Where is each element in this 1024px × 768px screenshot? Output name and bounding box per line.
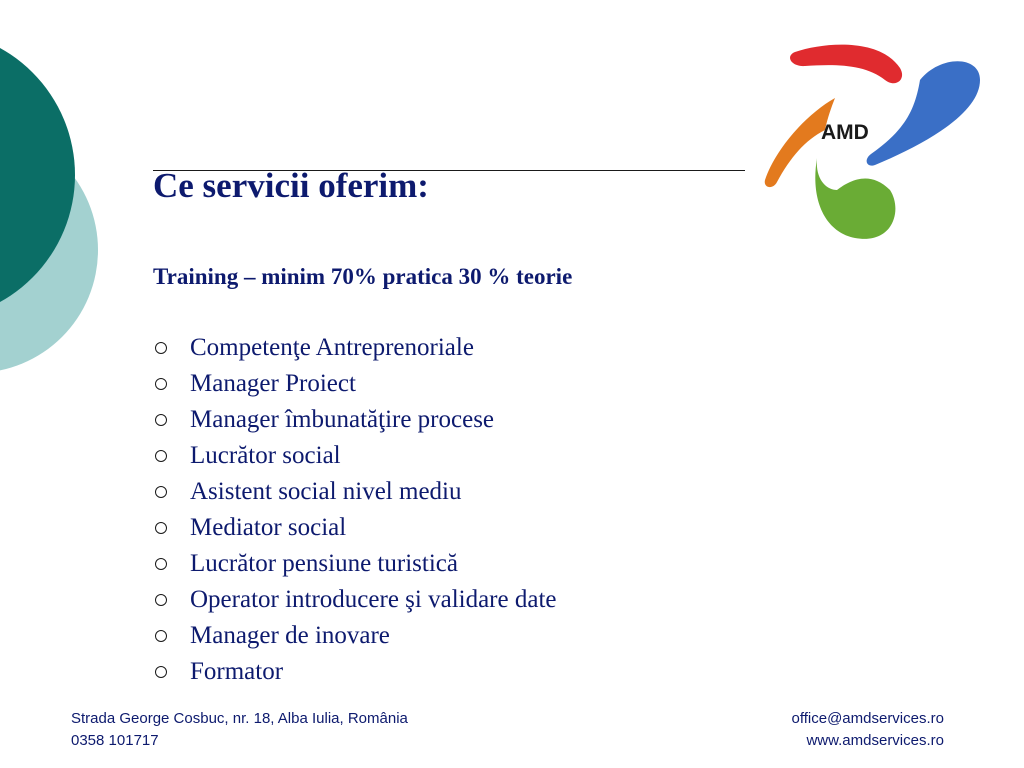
footer-email[interactable]: office@amdservices.ro bbox=[791, 710, 944, 727]
footer-contact bbox=[71, 708, 408, 752]
service-label: Manager Proiect bbox=[190, 370, 356, 397]
service-label: Mediator social bbox=[190, 514, 347, 541]
footer-phone: 0358 101717 bbox=[71, 732, 159, 749]
logo-text: AMD bbox=[821, 121, 869, 144]
service-label: Competenţe Antreprenoriale bbox=[190, 334, 474, 361]
list-item bbox=[153, 366, 557, 402]
bullet-icon bbox=[155, 378, 167, 390]
bullet-icon bbox=[155, 594, 167, 606]
logo-green-shape bbox=[815, 158, 895, 239]
service-label: Formator bbox=[190, 658, 284, 685]
bullet-icon bbox=[155, 666, 167, 678]
bullet-icon bbox=[155, 486, 167, 498]
slide-title: Ce servicii oferim: bbox=[153, 166, 429, 205]
bullet-icon bbox=[155, 558, 167, 570]
bullet-icon bbox=[155, 522, 167, 534]
service-label: Lucrător social bbox=[190, 442, 341, 469]
list-item bbox=[153, 474, 557, 510]
bullet-icon bbox=[155, 342, 167, 354]
list-item bbox=[153, 546, 557, 582]
list-item bbox=[153, 582, 557, 618]
service-label: Lucrător pensiune turistică bbox=[190, 550, 458, 577]
footer-website[interactable]: www.amdservices.ro bbox=[806, 732, 944, 749]
service-label: Manager de inovare bbox=[190, 622, 390, 649]
list-item bbox=[153, 618, 557, 654]
services-list bbox=[153, 330, 557, 690]
decorative-circles bbox=[0, 0, 110, 420]
service-label: Manager îmbunatăţire procese bbox=[190, 406, 495, 433]
service-label: Asistent social nivel mediu bbox=[190, 478, 462, 505]
list-item bbox=[153, 510, 557, 546]
bullet-icon bbox=[155, 414, 167, 426]
service-label: Operator introducere şi validare date bbox=[190, 586, 557, 613]
bullet-icon bbox=[155, 450, 167, 462]
slide-subtitle: Training – minim 70% pratica 30 % teorie bbox=[153, 264, 573, 289]
bullet-icon bbox=[155, 630, 167, 642]
footer-address: Strada George Cosbuc, nr. 18, Alba Iulia, România bbox=[71, 710, 408, 727]
footer-online bbox=[791, 708, 944, 752]
list-item bbox=[153, 654, 557, 690]
amd-logo bbox=[755, 40, 985, 245]
list-item bbox=[153, 438, 557, 474]
list-item bbox=[153, 402, 557, 438]
list-item bbox=[153, 330, 557, 366]
logo-red-shape bbox=[790, 45, 902, 84]
